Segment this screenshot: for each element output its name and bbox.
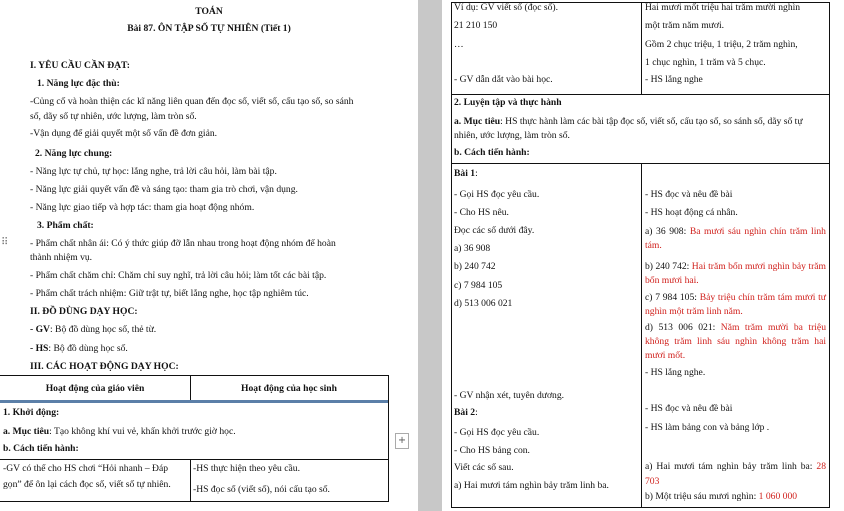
step-heading: b. Cách tiến hành: bbox=[3, 443, 79, 454]
subheading: 1. Năng lực đặc thù: bbox=[37, 78, 120, 89]
text-line: - GV dẫn dắt vào bài học. bbox=[454, 74, 553, 85]
text-line: - HS đọc và nêu đề bài bbox=[645, 403, 733, 414]
text-line: Ví dụ: GV viết số (đọc số). bbox=[454, 2, 559, 13]
text-line: - Năng lực giải quyết vấn đề và sáng tạo: tham gia trò chơi, vận dụng. bbox=[30, 184, 298, 195]
text-line: b) 240 742 bbox=[454, 261, 496, 272]
text-line: - HS đọc và nêu đề bài bbox=[645, 189, 733, 200]
text-line: Hai mươi mốt triệu hai trăm mười nghìn bbox=[645, 2, 801, 13]
section-heading: I. YÊU CẦU CẦN ĐẠT: bbox=[30, 60, 130, 71]
text-line: - HS: Bộ đồ dùng học số. bbox=[30, 343, 128, 354]
drag-handle-icon[interactable]: ⠿ bbox=[1, 237, 9, 248]
text-line: c) 7 984 105 bbox=[454, 280, 503, 291]
column-header-student: Hoạt động của học sinh bbox=[241, 383, 337, 394]
subheading: 3. Phẩm chất: bbox=[37, 220, 94, 231]
text-line: gọn” để ôn lại cách đọc số, viết số tự nhiên. bbox=[3, 479, 171, 490]
text-line: a) 36 908 bbox=[454, 243, 491, 254]
step-heading: b. Cách tiến hành: bbox=[454, 147, 530, 158]
text-line: Gồm 2 chục triệu, 1 triệu, 2 trăm nghìn, bbox=[645, 39, 798, 50]
lesson-title: Bài 87. ÔN TẬP SỐ TỰ NHIÊN (Tiết 1) bbox=[127, 23, 291, 34]
text-line: -HS đọc số (viết số), nói cấu tạo số. bbox=[193, 484, 330, 495]
text-line: số, dãy số tự nhiên, ước lượng, làm tròn số. bbox=[30, 111, 197, 122]
text-line: nhiên, ước lượng, làm tròn số. bbox=[454, 130, 570, 141]
answer-line: b) 240 742: Hai trăm bốn mươi nghìn bảy trăm bốn mươi hai. bbox=[645, 261, 826, 286]
step-heading: 1. Khởi động: bbox=[3, 407, 60, 418]
answer-line: a) Hai mươi tám nghìn bảy trăm linh ba: 28 703 bbox=[645, 461, 826, 487]
text-line: - HS lắng nghe. bbox=[645, 367, 706, 378]
text-line: - HS hoạt động cá nhân. bbox=[645, 207, 738, 218]
text-line: - Cho HS bảng con. bbox=[454, 445, 530, 456]
step-heading: 2. Luyện tập và thực hành bbox=[454, 97, 562, 108]
text-line: - HS lắng nghe bbox=[645, 74, 703, 85]
subject-title: TOÁN bbox=[195, 6, 223, 17]
text-line: -Củng cố và hoàn thiện các kĩ năng liên quan đến đọc số, viết số, cấu tạo số, so sánh bbox=[30, 96, 354, 107]
text-line: -Vận dụng để giải quyết một số vấn đề đơn giản. bbox=[30, 128, 218, 139]
exercise-heading: Bài 1: bbox=[454, 168, 478, 179]
text-line: - Gọi HS đọc yêu cầu. bbox=[454, 189, 540, 200]
text-line: 1 chục nghìn, 1 trăm và 5 chục. bbox=[645, 57, 766, 68]
text-line: Đọc các số dưới đây. bbox=[454, 225, 535, 236]
page-left bbox=[0, 0, 418, 511]
exercise-heading: Bài 2: bbox=[454, 407, 478, 418]
section-heading: II. ĐỒ DÙNG DẠY HỌC: bbox=[30, 306, 138, 317]
text-line: d) 513 006 021 bbox=[454, 298, 513, 309]
text-line: thành nhiệm vụ. bbox=[30, 252, 93, 263]
text-line: -GV có thể cho HS chơi “Hỏi nhanh – Đáp bbox=[3, 463, 169, 474]
text-line: - GV nhận xét, tuyên dương. bbox=[454, 390, 565, 401]
text-line: - Năng lực tự chủ, tự học: lắng nghe, trả lời câu hỏi, làm bài tập. bbox=[30, 166, 277, 177]
text-line: - Phẩm chất trách nhiệm: Giữ trật tự, biết lắng nghe, học tập nghiêm túc. bbox=[30, 288, 309, 299]
text-line: - Cho HS nêu. bbox=[454, 207, 509, 218]
answer-line: c) 7 984 105: Bảy triệu chín trăm tám mươi tư nghìn một trăm linh năm. bbox=[645, 292, 826, 317]
text-line: - Gọi HS đọc yêu cầu. bbox=[454, 427, 540, 438]
text-line: 21 210 150 bbox=[454, 20, 498, 31]
text-line: - Phẩm chất nhân ái: Có ý thức giúp đỡ lẫn nhau trong hoạt động nhóm để hoàn bbox=[30, 238, 336, 249]
text-line: a. Mục tiêu: Tạo không khí vui vẻ, khấn khởi trước giờ học. bbox=[3, 426, 236, 437]
text-line: a) Hai mươi tám nghìn bảy trăm linh ba. bbox=[454, 480, 609, 491]
answer-line: b) Một triệu sáu mươi nghìn: 1 060 000 bbox=[645, 491, 798, 502]
text-line: a. Mục tiêu: HS thực hành làm các bài tập đọc số, viết số, cấu tạo số, so sánh số, dãy số tự bbox=[454, 116, 803, 127]
text-line: - Phẩm chất chăm chỉ: Chăm chỉ suy nghĩ, trả lời câu hỏi; làm tốt các bài tập. bbox=[30, 270, 327, 281]
text-line: … bbox=[454, 39, 464, 50]
answer-line: a) 36 908: Ba mươi sáu nghìn chín trăm linh tám. bbox=[645, 226, 826, 251]
text-line: -HS thực hiện theo yêu cầu. bbox=[193, 463, 300, 474]
column-header-teacher: Hoạt động của giáo viên bbox=[45, 383, 145, 394]
answer-line: d) 513 006 021: Năm trăm mười ba triệu không trăm linh sáu nghìn không trăm hai mươi mốt. bbox=[645, 322, 826, 361]
add-row-icon[interactable]: + bbox=[395, 433, 409, 449]
text-line: một trăm năm mươi. bbox=[645, 20, 725, 31]
text-line: Viết các số sau. bbox=[454, 462, 514, 473]
text-line: - GV: Bộ đồ dùng học số, thẻ từ. bbox=[30, 324, 157, 335]
page-right bbox=[442, 0, 844, 511]
text-line: - Năng lực giao tiếp và hợp tác: tham gia hoạt động nhóm. bbox=[30, 202, 255, 213]
section-heading: III. CÁC HOẠT ĐỘNG DẠY HỌC: bbox=[30, 361, 179, 372]
subheading: 2. Năng lực chung: bbox=[35, 148, 113, 159]
text-line: - HS làm bảng con và bảng lớp . bbox=[645, 422, 770, 433]
